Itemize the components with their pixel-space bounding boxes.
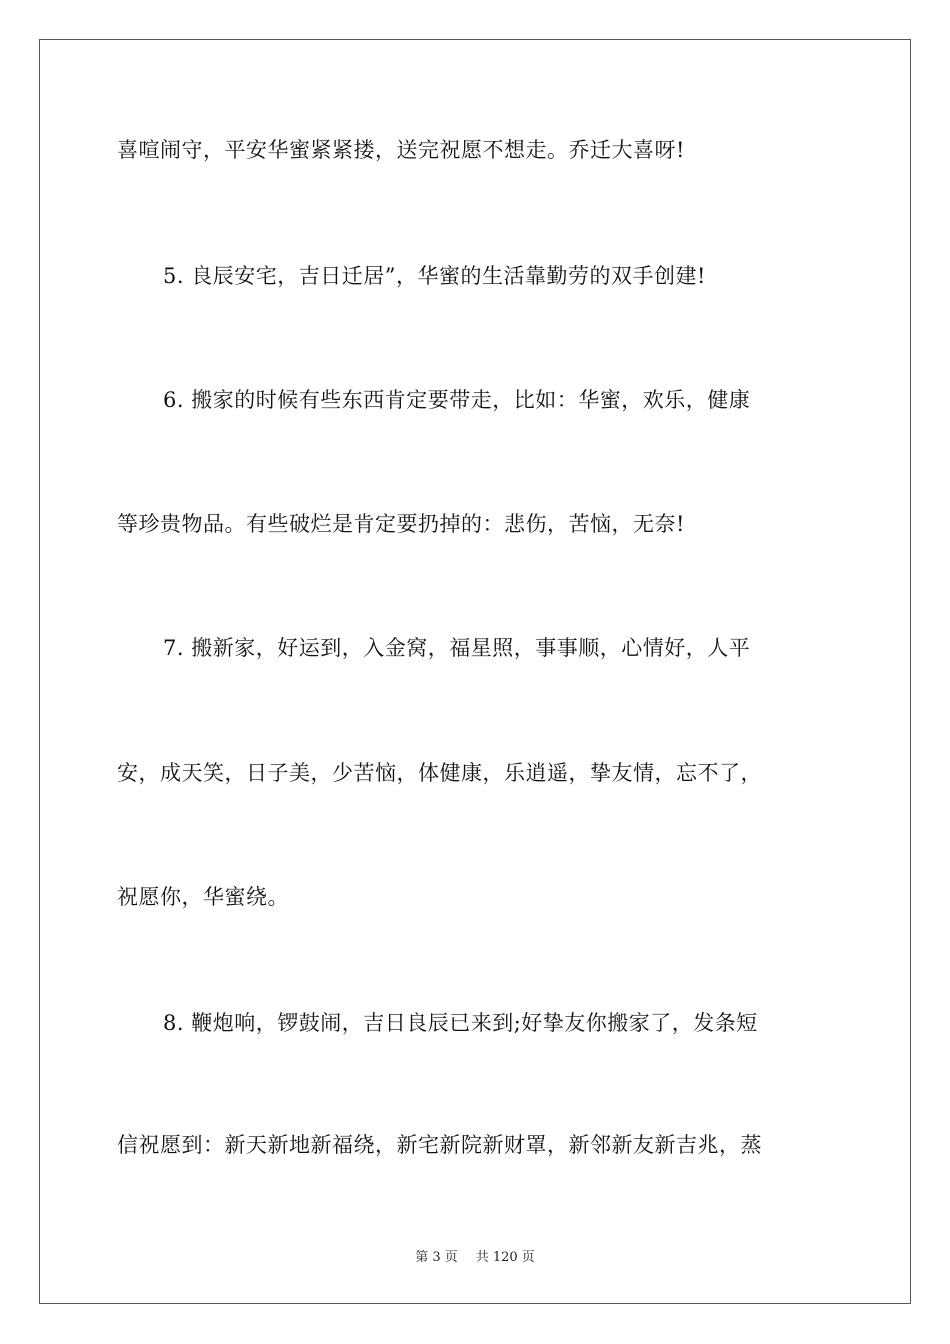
page-total: 共 120 页 [475,1250,535,1265]
page-number: 第 3 页 [415,1250,458,1265]
text-line-item-7: 7. 搬新家，好运到，入金窝，福星照，事事顺，心情好，人平 [163,636,751,660]
text-line-item-6-cont: 等珍贵物品。有些破烂是肯定要扔掉的：悲伤，苦恼，无奈! [117,512,685,536]
text-line-1: 喜喧闹守，平安华蜜紧紧搂，送完祝愿不想走。乔迁大喜呀! [117,138,685,162]
text-line-item-7-cont-1: 安，成天笑，日子美，少苦恼，体健康，乐逍遥，挚友情，忘不了， [117,761,762,785]
text-line-item-8-cont: 信祝愿到：新天新地新福绕，新宅新院新财罩，新邻新友新吉兆，蒸 [117,1133,762,1157]
text-line-item-7-cont-2: 祝愿你，华蜜绕。 [117,885,289,909]
page-border [39,39,911,1304]
text-line-item-5: 5. 良辰安宅，吉日迁居”，华蜜的生活靠勤劳的双手创建! [163,264,706,288]
page-footer [0,1246,950,1265]
text-line-item-6: 6. 搬家的时候有些东西肯定要带走，比如：华蜜，欢乐，健康 [163,388,751,412]
text-line-item-8: 8. 鞭炮响，锣鼓闹，吉日良辰已来到;好挚友你搬家了，发条短 [163,1011,758,1035]
